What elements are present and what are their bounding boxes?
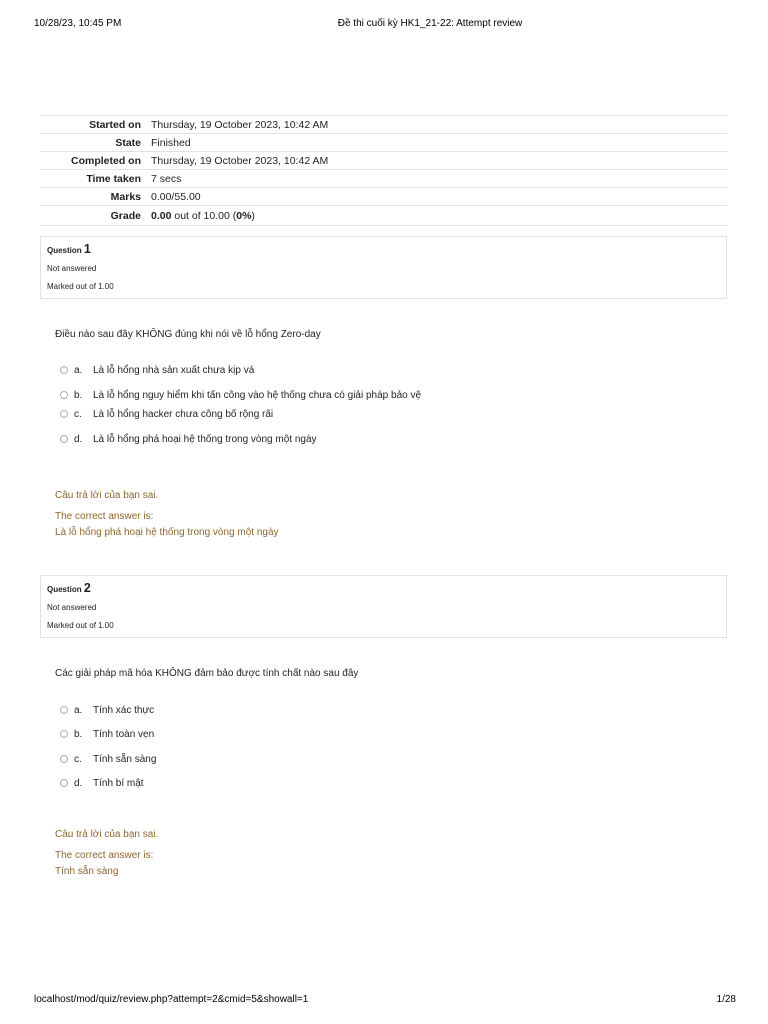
- summary-row: [40, 170, 727, 188]
- answer-option[interactable]: [60, 432, 317, 446]
- question-number: [47, 242, 91, 256]
- question-number-value: 1: [83, 242, 91, 256]
- print-url: localhost/mod/quiz/review.php?attempt=2&cmid=5&showall=1: [34, 994, 309, 1005]
- summary-value: Finished: [151, 134, 727, 152]
- summary-label: Time taken: [40, 170, 151, 188]
- radio-button[interactable]: [60, 410, 68, 418]
- grade-value: [151, 206, 727, 226]
- summary-label: Completed on: [40, 152, 151, 170]
- question-mark: Marked out of 1.00: [47, 282, 114, 291]
- correct-answer-label: The correct answer is:: [55, 850, 154, 861]
- answer-option[interactable]: [60, 407, 273, 421]
- option-letter: c.: [74, 753, 82, 765]
- question-mark: Marked out of 1.00: [47, 621, 114, 630]
- question-info-box: [40, 575, 727, 638]
- summary-value: Thursday, 19 October 2023, 10:42 AM: [151, 116, 727, 134]
- attempt-summary-table: [40, 115, 727, 226]
- option-letter: b.: [74, 728, 83, 740]
- print-header: [34, 18, 736, 32]
- option-text: Tính xác thực: [93, 704, 155, 716]
- grade-score: 0.00: [151, 209, 172, 222]
- answer-option[interactable]: [60, 703, 154, 717]
- option-text: Tính bí mật: [93, 777, 144, 789]
- radio-button[interactable]: [60, 366, 68, 374]
- radio-button[interactable]: [60, 391, 68, 399]
- summary-row: [40, 134, 727, 152]
- radio-button[interactable]: [60, 435, 68, 443]
- option-letter: c.: [74, 408, 82, 420]
- summary-label: Marks: [40, 188, 151, 206]
- option-text: Là lỗ hổng nguy hiểm khi tấn công vào hệ thống chưa có giải pháp bảo vệ: [93, 389, 422, 401]
- summary-row: [40, 206, 727, 226]
- option-text: Tính sẵn sàng: [93, 753, 157, 765]
- option-text: Là lỗ hổng phá hoại hệ thống trong vòng một ngày: [93, 433, 317, 445]
- radio-button[interactable]: [60, 779, 68, 787]
- answer-option[interactable]: [60, 388, 421, 402]
- option-letter: d.: [74, 777, 83, 789]
- summary-value: Thursday, 19 October 2023, 10:42 AM: [151, 152, 727, 170]
- option-letter: a.: [74, 364, 83, 376]
- option-letter: b.: [74, 389, 83, 401]
- option-text: Tính toàn vẹn: [93, 728, 155, 740]
- feedback-incorrect: Câu trả lời của bạn sai.: [55, 490, 159, 501]
- option-text: Là lỗ hổng nhà sản xuất chưa kịp vá: [93, 364, 255, 376]
- radio-button[interactable]: [60, 755, 68, 763]
- summary-value: 7 secs: [151, 170, 727, 188]
- print-datetime: 10/28/23, 10:45 PM: [34, 18, 122, 29]
- grade-percent: 0%: [236, 209, 252, 222]
- feedback-block: [55, 827, 158, 880]
- option-text: Là lỗ hổng hacker chưa công bố rộng rãi: [93, 408, 274, 420]
- answer-option[interactable]: [60, 727, 154, 741]
- feedback-incorrect: Câu trả lời của bạn sai.: [55, 829, 159, 840]
- question-number: [47, 581, 91, 595]
- feedback-block: [55, 488, 279, 541]
- print-title: Đề thi cuối kỳ HK1_21-22: Attempt review: [337, 18, 523, 29]
- question-text: Các giải pháp mã hóa KHÔNG đảm bảo được tính chất nào sau đây: [55, 668, 359, 679]
- answer-option[interactable]: [60, 752, 156, 766]
- summary-value: 0.00/55.00: [151, 188, 727, 206]
- question-state: Not answered: [47, 264, 97, 273]
- correct-answer-text: Là lỗ hổng phá hoại hệ thống trong vòng một ngày: [55, 527, 279, 538]
- question-number-value: 2: [83, 581, 91, 595]
- grade-out-of: out of 10.00 (: [171, 209, 237, 222]
- print-footer: [34, 994, 736, 1008]
- radio-button[interactable]: [60, 730, 68, 738]
- summary-row: [40, 116, 727, 134]
- option-letter: a.: [74, 704, 83, 716]
- question-label: Question: [47, 585, 82, 594]
- question-text: Điều nào sau đây KHÔNG đúng khi nói về lỗ hổng Zero-day: [55, 329, 321, 340]
- answer-option[interactable]: [60, 776, 144, 790]
- correct-answer-text: Tính sẵn sàng: [55, 866, 119, 877]
- question-state: Not answered: [47, 603, 97, 612]
- grade-close: ): [251, 209, 255, 222]
- summary-row: [40, 188, 727, 206]
- summary-label: State: [40, 134, 151, 152]
- radio-button[interactable]: [60, 706, 68, 714]
- question-label: Question: [47, 246, 82, 255]
- summary-row: [40, 152, 727, 170]
- correct-answer-label: The correct answer is:: [55, 511, 154, 522]
- summary-label: Grade: [40, 206, 151, 226]
- question-info-box: [40, 236, 727, 299]
- print-page-number: 1/28: [716, 994, 736, 1005]
- option-letter: d.: [74, 433, 83, 445]
- answer-option[interactable]: [60, 363, 254, 377]
- summary-label: Started on: [40, 116, 151, 134]
